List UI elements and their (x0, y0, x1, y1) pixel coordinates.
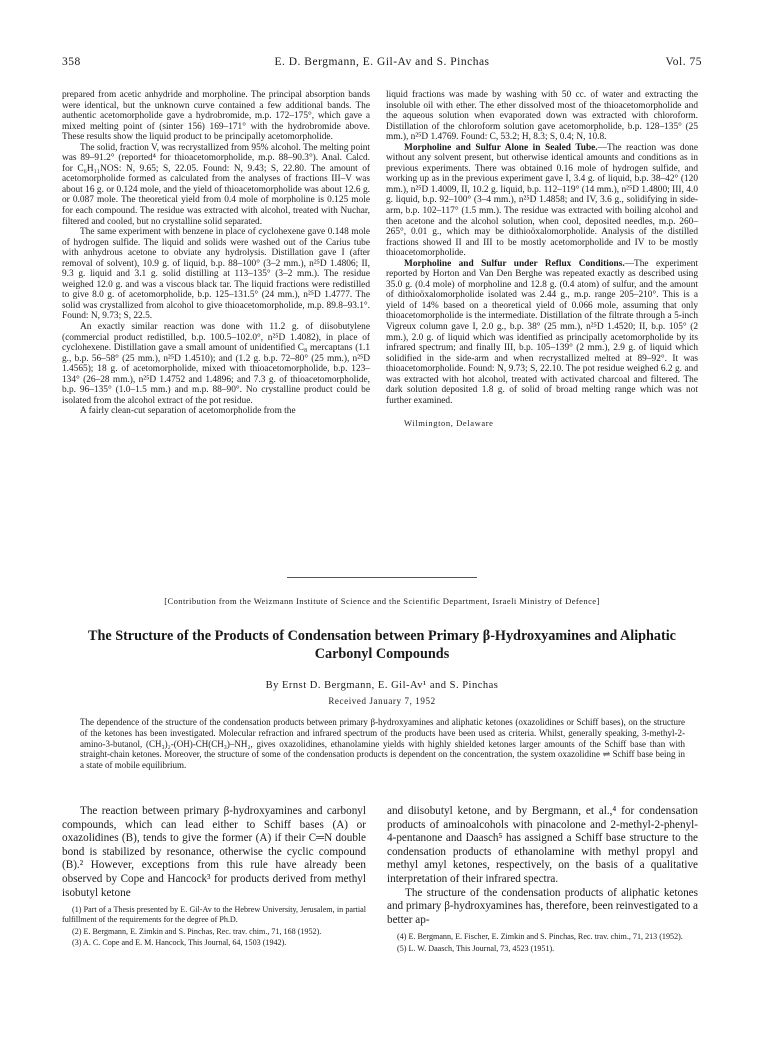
running-head-authors: E. D. Bergmann, E. Gil-Av and S. Pinchas (274, 56, 490, 68)
paragraph-text: —The reaction was done without any solvent present, but otherwise identical amounts and conditions as in previous experiments. There was obtained 0.16 mole of hydrogen sulfide, and working up as in the previous experiment gave I, 3.4 g. of liquid, b.p. 38–42° (120 mm.), n²⁵D 1.4009, II, 10.2 g. liquid, b.p. 112–119° (14 mm.), n²⁵D 1.4800; III, 4.0 g. liquid, b.p. 92–100° (3–4 mm.), n²⁵D 1.4858; and IV, 3.6 g., solidifying in side-arm, b.p. 102–117° (1.5 mm.). The residue was extracted with boiling alcohol and then acetone and the alcohol solution, when cool, deposited needles, m.p. 260–265°, 0.01 g., which may be dithioöxalomorpholide. Analysis of the distilled fractions showed II and III to be mostly acetomorpholide and IV to be mostly thioacetomorpholide. (386, 142, 698, 259)
paragraph: The reaction between primary β-hydroxyamines and carbonyl compounds, which can lead either to Schiff bases (A) or oxazolidines (B), tends to give the former (A) if their C═N double bond is stabilized by resonance, otherwise the cyclic compound (B).² However, exceptions from this rule have already been observed by Cope and Hancock³ for products derived from methyl isobutyl ketone (62, 805, 366, 899)
run-in-heading: Morpholine and Sulfur under Reflux Conditions. (404, 258, 625, 269)
abstract: The dependence of the structure of the condensation products between primary β-hydroxyamines and aliphatic ketones (oxazolidines or Schiff bases), on the structure of the ketones has been investigated. Molecular refraction and infrared spectrum of the products have been used as criteria. Whilst, generally speaking, 3-methyl-2-amino-3-butanol, (CH₃)₂-(OH)-CH(CH₃)–NH₂, gives oxazolidines, ethanolamine yields with highly shielded ketones larger amounts of the Schiff base than with straight-chain ketones. Moreover, the structure of some of the condensation products is dependent on the concentration, the system oxazolidine ⇌ Schiff base being in a state of mobile equilibrium. (80, 717, 685, 771)
paragraph: and diisobutyl ketone, and by Bergmann, et al.,⁴ for condensation products of aminoalcohols with pinacolone and 2-methyl-2-phenyl-4-pentanone and Daasch⁵ has assigned a Schiff base structure to the condensation products of ethanolamine with methyl propyl and methyl amyl ketones, respectively, on the basis of a qualitative interpretation of their infrared spectra. (387, 805, 698, 885)
experimental-column-left (62, 90, 370, 417)
page-number: 358 (62, 56, 81, 68)
volume-label: Vol. 75 (665, 56, 702, 68)
paragraph (386, 143, 698, 259)
paragraph (386, 259, 698, 407)
experimental-column-right (386, 90, 698, 429)
footnote: (5) L. W. Daasch, This Journal, 73, 4523 (1951). (397, 943, 555, 953)
paragraph: The same experiment with benzene in place of cyclohexene gave 0.148 mole of hydrogen sulfide. The liquid and solids were washed out of the Carius tube with anhydrous acetone to obviate any hydrolysis. Distillation gave I (after removal of solvent), 10.9 g. of liquid, b.p. 88–100° (3–2 mm.), n²⁵D 1.4806; II, 9.3 g. liquid and 3.1 g. solid distilling at 113–135° (3–2 mm.). The residue weighed 12.0 g. and was a viscous black tar. The liquid fractions were redistilled to give 8.0 g. of acetomorpholide, b.p. 125–131.5° (24 mm.), n²⁵D 1.4777. The solid was crystallized from alcohol to give thioacetomorpholide, m.p. 89.8–93.1°. Found: N, 9.73; S, 22.5. (62, 227, 370, 322)
body-column-right (387, 805, 698, 955)
section-divider (287, 577, 477, 578)
footnotes-right (387, 932, 698, 953)
footnotes-left (62, 905, 366, 948)
paragraph: The structure of the condensation products of aliphatic ketones and primary β-hydroxyamines has, therefore, been reinvestigated to a better ap- (387, 886, 698, 926)
body-column-left (62, 805, 366, 949)
footnote: (2) E. Bergmann, E. Zimkin and S. Pinchas, Rec. trav. chim., 71, 168 (1952). (72, 926, 322, 936)
paragraph: prepared from acetic anhydride and morpholine. The principal absorption bands were identical, but the unknown curve contained a few additional bands. The authentic acetomorpholide gave a hydrobromide, m.p. 172–175°, which gave a mixed melting point of (sinter 156) 169–171° with the hydrobromide above. These results show the liquid product to be principally acetomorpholide. (62, 90, 370, 143)
footnote: (1) Part of a Thesis presented by E. Gil-Av to the Hebrew University, Jerusalem, in partial fulfillment of the requirements for the degree of Ph.D. (62, 905, 366, 925)
article-authors: By Ernst D. Bergmann, E. Gil-Av¹ and S. Pinchas (265, 680, 499, 691)
affiliation-place: Wilmington, Delaware (404, 418, 494, 429)
paragraph: An exactly similar reaction was done with 11.2 g. of diisobutylene (commercial product redistilled, b.p. 100.5–102.0°, n²⁵D 1.4082), in place of cyclohexene. Distillation gave a small amount of unidentified C₈ mercaptans (1.1 g., b.p. 56–58° (25 mm.), n²⁵D 1.4510); and (1.2 g. b.p. 72–80° (25 mm.), n²⁵D 1.4565); 18 g. of acetomorpholide, mixed with thioacetomorpholide, b.p. 123–134° (26–28 mm.), n²⁵D 1.4752 and 1.4896; and 7.3 g. of thioacetomorpholide, b.p. 96–135° (1.0–1.5 mm.) and m.p. 88–90°. No crystalline product could be isolated from the alcohol extract of the pot residue. (62, 322, 370, 406)
footnote: (3) A. C. Cope and E. M. Hancock, This Journal, 64, 1503 (1942). (72, 937, 287, 947)
paragraph: The solid, fraction V, was recrystallized from 95% alcohol. The melting point was 89–91.2° (reported⁴ for thioacetomorpholide, m.p. 88–90.3°). Anal. Calcd. for C₆H₁₁NOS: N, 9.65; S, 22.05. Found: N, 9.43; S, 22.80. The amount of acetomorpholide formed as calculated from the analyses of fractions III–V was about 16 g. or 0.124 mole, and the yield of thioacetomorpholide was about 12.6 g. or 0.087 mole. The theoretical yield from 0.4 mole of morpholine is 0.125 mole for each compound. The residue was extracted with alcohol, treated with Nuchar, filtered and cooled, but no crystalline solid separated. (62, 142, 370, 227)
running-head (62, 56, 702, 72)
run-in-heading: Morpholine and Sulfur Alone in Sealed Tube. (404, 142, 598, 153)
footnote: (4) E. Bergmann, E. Fischer, E. Zimkin and S. Pinchas, Rec. trav. chim., 71, 213 (1952). (397, 932, 683, 942)
paragraph: A fairly clean-cut separation of acetomorpholide from the (80, 406, 296, 417)
paragraph: liquid fractions was made by washing with 50 cc. of water and extracting the insoluble oil with ether. The ether dissolved most of the thioacetomorpholide and the aqueous solution when evaporated down was extracted with chloroform. Distillation of the chloroform solution gave acetomorpholide, b.p. 128–135° (25 mm.), n²⁵D 1.4769. Found: C, 53.2; H, 8.3; S, 0.4; N, 10.8. (386, 90, 698, 143)
contribution-line: [Contribution from the Weizmann Institute of Science and the Scientific Department, Israeli Ministry of Defence] (164, 596, 600, 606)
received-date: Received January 7, 1952 (328, 696, 436, 706)
article-title: The Structure of the Products of Condensation between Primary β-Hydroxyamines and Aliphatic Carbonyl Compounds (88, 628, 676, 662)
paragraph-text: —The experiment reported by Horton and Van Den Berghe was repeated exactly as described using 35.0 g. (0.4 mole) of morpholine and 12.8 g. (0.4 atom) of sulfur, and the amount of dithioöxalomorpholide isolated was 2.44 g., m.p. range 205–210°. This is a yield of 14% based on a theoretical yield of 0.066 mole, assuming that only thioacetomorpholide is the intermediate. Distillation of the filtrate through a 5-inch Vigreux column gave I, 2.0 g., b.p. 38° (25 mm.), n²⁵D 1.4520; II, b.p. 105° (2 mm.), 2.0 g. of liquid which was identified as principally acetomorpholide by its infrared spectrum; and finally III, b.p. 105–139° (2 mm.), 2.9 g. of liquid which solidified in the side-arm and when recrystallized melted at 89–92°. It was thioacetomorpholide. Found: N, 9.73; S, 22.10. The pot residue weighed 6.2 g. and was extracted with hot alcohol, treated with activated charcoal and filtered. The dark solution deposited 1.8 g. of solid of broad melting range which was not further examined. (386, 258, 698, 406)
